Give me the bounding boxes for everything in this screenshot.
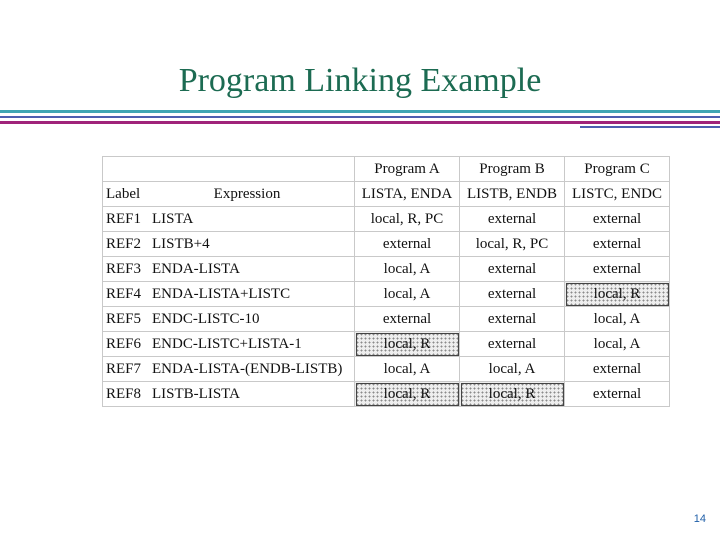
program-c-cell-highlighted: local, R (565, 282, 670, 307)
table-row (103, 307, 670, 332)
title-divider-teal (0, 110, 720, 113)
program-a-cell: local, R, PC (355, 207, 460, 232)
row-label: REF4 (106, 285, 142, 302)
column-header-row (103, 182, 670, 207)
program-b-cell: external (460, 207, 565, 232)
row-expression: ENDC-LISTC-10 (152, 310, 260, 327)
program-a-cell: local, A (355, 282, 460, 307)
row-expression: LISTB+4 (152, 235, 210, 252)
expression-header: Expression (213, 185, 281, 202)
empty-header-cell (103, 157, 355, 182)
slide-title: Program Linking Example (178, 62, 542, 99)
program-b-cell: external (460, 307, 565, 332)
row-expression: LISTB-LISTA (152, 385, 240, 402)
row-label: REF5 (106, 310, 142, 327)
program-a-cell: external (355, 307, 460, 332)
table-row (103, 207, 670, 232)
table-row (103, 257, 670, 282)
row-expression: ENDA-LISTA (152, 260, 240, 277)
row-label: REF2 (106, 235, 142, 252)
table-row (103, 332, 670, 357)
program-c-header: Program C (565, 157, 670, 182)
row-expression: ENDC-LISTC+LISTA-1 (152, 335, 302, 352)
program-c-cell: external (565, 207, 670, 232)
program-c-cell: external (565, 257, 670, 282)
label-expression-cell (103, 332, 355, 357)
program-b-cell: external (460, 332, 565, 357)
program-c-cell: external (565, 357, 670, 382)
row-expression: ENDA-LISTA-(ENDB-LISTB) (152, 360, 343, 377)
program-c-cell: external (565, 382, 670, 407)
row-label: REF7 (106, 360, 142, 377)
row-expression: LISTA (152, 210, 194, 227)
label-expression-cell (103, 232, 355, 257)
label-expression-cell (103, 207, 355, 232)
title-divider-magenta (0, 121, 720, 124)
program-a-cell-highlighted: local, R (355, 382, 460, 407)
symbols-a-header: LISTA, ENDA (355, 182, 460, 207)
label-expression-cell (103, 307, 355, 332)
table-row (103, 382, 670, 407)
table-row (103, 357, 670, 382)
label-expression-cell (103, 357, 355, 382)
program-a-cell-highlighted: local, R (355, 332, 460, 357)
program-c-cell: local, A (565, 307, 670, 332)
row-label: REF8 (106, 385, 142, 402)
title-divider-accent (580, 126, 720, 128)
program-c-cell: local, A (565, 332, 670, 357)
program-b-cell-highlighted: local, R (460, 382, 565, 407)
program-a-cell: local, A (355, 257, 460, 282)
label-expression-cell (103, 282, 355, 307)
symbols-b-header: LISTB, ENDB (460, 182, 565, 207)
program-b-cell: local, A (460, 357, 565, 382)
label-expression-header (103, 182, 355, 207)
program-header-row (103, 157, 670, 182)
label-expression-cell (103, 257, 355, 282)
linking-table (102, 156, 670, 407)
program-c-cell: external (565, 232, 670, 257)
row-label: REF3 (106, 260, 142, 277)
row-label: REF6 (106, 335, 142, 352)
label-expression-cell (103, 382, 355, 407)
program-a-cell: local, A (355, 357, 460, 382)
program-b-cell: external (460, 282, 565, 307)
program-a-cell: external (355, 232, 460, 257)
page-number: 14 (693, 513, 706, 525)
title-divider-blue (0, 116, 720, 118)
program-b-header: Program B (460, 157, 565, 182)
program-a-header: Program A (355, 157, 460, 182)
symbols-c-header: LISTC, ENDC (565, 182, 670, 207)
table-row (103, 232, 670, 257)
program-b-cell: local, R, PC (460, 232, 565, 257)
label-header: Label (106, 185, 141, 202)
row-expression: ENDA-LISTA+LISTC (152, 285, 291, 302)
row-label: REF1 (106, 210, 142, 227)
table-row (103, 282, 670, 307)
program-b-cell: external (460, 257, 565, 282)
